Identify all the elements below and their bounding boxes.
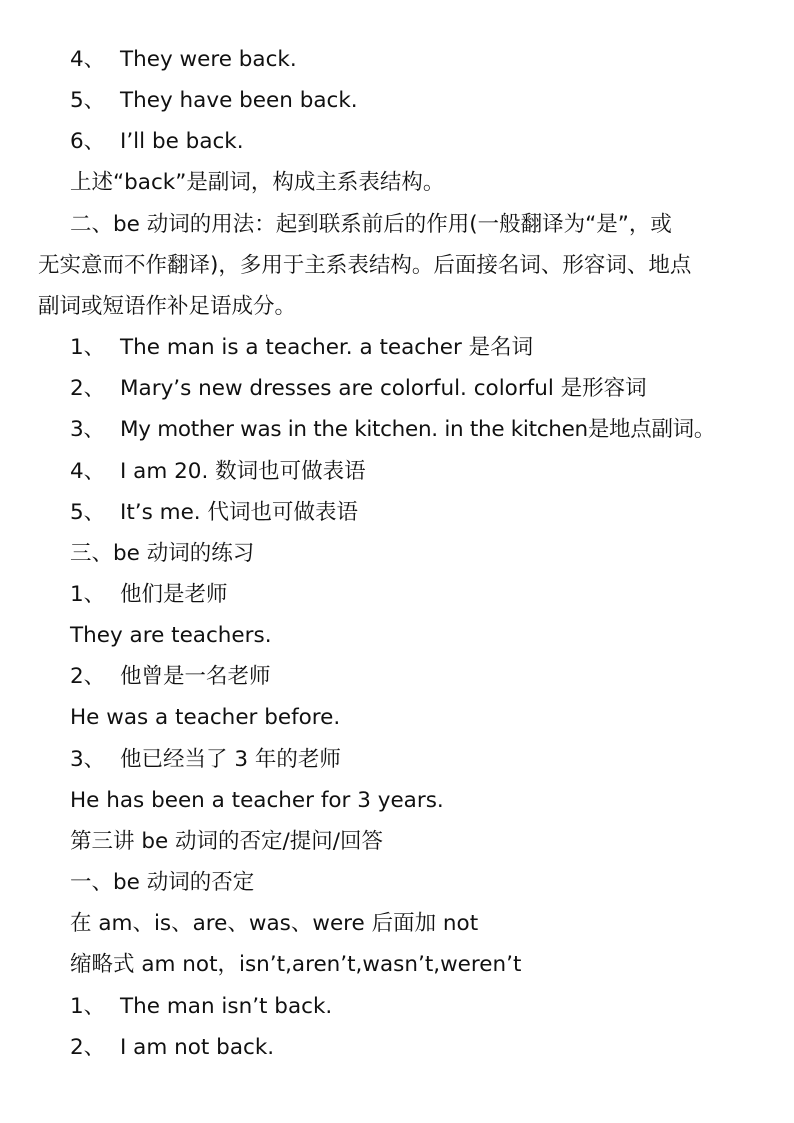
item-number: 2、 (70, 376, 106, 401)
example-line (0, 327, 794, 368)
answer-line: He was a teacher before. (70, 705, 341, 730)
item-text: They were back. (120, 47, 297, 72)
paragraph-line: 在 am、is、are、was、were 后面加 not (70, 911, 479, 936)
example-line (0, 121, 794, 162)
item-number: 1、 (70, 335, 106, 360)
item-text: It’s me. 代词也可做表语 (120, 500, 358, 525)
paragraph-line: 缩略式 am not，isn’t,aren’t,wasn’t,weren’t (70, 952, 522, 977)
section-heading-line: 一、be 动词的否定 (70, 870, 255, 895)
item-text: I’ll be back. (120, 129, 244, 154)
item-number: 3、 (70, 747, 106, 772)
example-line (0, 368, 794, 409)
item-text: Mary’s new dresses are colorful. colorful 是形容词 (120, 376, 647, 401)
example-line (0, 39, 794, 80)
example-line (0, 986, 794, 1027)
item-number: 5、 (70, 88, 106, 113)
item-number: 1、 (70, 994, 106, 1019)
item-text: The man isn’t back. (120, 994, 333, 1019)
item-text: I am 20. 数词也可做表语 (120, 459, 366, 484)
item-number: 1、 (70, 582, 106, 607)
example-line (0, 409, 794, 450)
example-line (0, 451, 794, 492)
item-number: 5、 (70, 500, 106, 525)
lecture-title-line: 第三讲 be 动词的否定/提问/回答 (70, 829, 384, 854)
item-text: The man is a teacher. a teacher 是名词 (120, 335, 534, 360)
item-text: My mother was in the kitchen. in the kitchen是地点副词。 (120, 417, 716, 442)
paragraph-line: 无实意而不作翻译)，多用于主系表结构。后面接名词、形容词、地点 (38, 253, 692, 278)
exercise-line (0, 574, 794, 615)
item-number: 3、 (70, 417, 105, 442)
paragraph-line: 上述“back”是副词，构成主系表结构。 (70, 170, 445, 195)
item-number: 4、 (70, 47, 106, 72)
item-number: 4、 (70, 459, 106, 484)
answer-line: They are teachers. (70, 623, 272, 648)
section-heading-line: 三、be 动词的练习 (70, 541, 255, 566)
paragraph-line: 副词或短语作补足语成分。 (38, 294, 297, 319)
exercise-line (0, 656, 794, 697)
item-number: 2、 (70, 1035, 106, 1060)
item-text: 他曾是一名老师 (120, 664, 271, 689)
example-line (0, 80, 794, 121)
item-text: I am not back. (120, 1035, 275, 1060)
item-text: 他已经当了 3 年的老师 (120, 747, 341, 772)
item-number: 2、 (70, 664, 106, 689)
answer-line: He has been a teacher for 3 years. (70, 788, 444, 813)
item-number: 6、 (70, 129, 106, 154)
example-line (0, 1027, 794, 1068)
item-text: 他们是老师 (120, 582, 228, 607)
section-heading-line: 二、be 动词的用法：起到联系前后的作用(一般翻译为“是”，或 (70, 212, 672, 237)
example-line (0, 492, 794, 533)
item-text: They have been back. (120, 88, 358, 113)
exercise-line (0, 739, 794, 780)
